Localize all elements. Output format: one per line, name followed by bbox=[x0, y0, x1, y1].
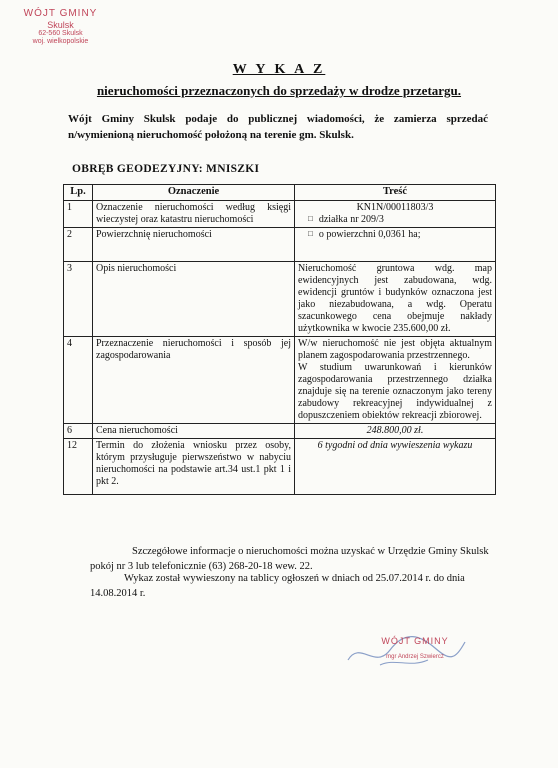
row-lp: 12 bbox=[64, 438, 93, 494]
signature-title: WÓJT GMINY bbox=[381, 636, 449, 646]
stamp-line-3: 62-560 Skulsk bbox=[38, 29, 83, 37]
row-oznaczenie: Opis nieruchomości bbox=[93, 261, 295, 336]
document-title: W Y K A Z bbox=[232, 62, 326, 77]
row-oznaczenie: Cena nieruchomości bbox=[93, 423, 295, 438]
row-lp: 3 bbox=[64, 261, 93, 336]
table-row bbox=[64, 336, 496, 423]
deadline-value: 6 tygodni od dnia wywieszenia wykazu bbox=[295, 438, 496, 494]
row-oznaczenie: Przeznaczenie nieruchomości i sposób jej zagospodarowania bbox=[93, 336, 295, 423]
property-table bbox=[63, 184, 496, 495]
signature-stamp bbox=[360, 636, 470, 660]
row-tresc bbox=[295, 336, 496, 423]
intro-paragraph: Wójt Gminy Skulsk podaje do publicznej wiadomości, że zamierza sprzedać n/wymienioną nieruchomość położoną na terenie gm. Skulsk. bbox=[68, 113, 488, 141]
header-lp: Lp. bbox=[64, 185, 93, 201]
checkbox-bullet-icon bbox=[308, 214, 319, 225]
table-header-row bbox=[64, 185, 496, 201]
plan-status-text: W/w nieruchomość nie jest objęta aktualnym planem zagospodarowania przestrzennego. bbox=[298, 337, 492, 361]
row-oznaczenie: Powierzchnię nieruchomości bbox=[93, 227, 295, 261]
checkbox-bullet-icon bbox=[308, 229, 319, 240]
row-tresc: Nieruchomość gruntowa wdg. map ewidencyjnych jest zabudowana, wdg. ewidencji gruntów i budynków oznaczona jest jako niezabudowana, a wdg. Operatu szacunkowego cena obejmuje nakłady użytkownika w kwocie 235.600,00 zł. bbox=[295, 261, 496, 336]
header-tresc: Treść bbox=[295, 185, 496, 201]
table-row bbox=[64, 438, 496, 494]
table-row bbox=[64, 227, 496, 261]
row-oznaczenie: Termin do złożenia wniosku przez osoby, którym przysługuje pierwszeństwo w nabyciu nieruchomości na podstawie art.34 ust.1 pkt 1 i pkt 2. bbox=[93, 438, 295, 494]
parcel-number bbox=[298, 214, 492, 226]
info-paragraph: Szczegółowe informacje o nieruchomości można uzyskać w Urzędzie Gminy Skulsk pokój nr 3 lub telefonicznie (63) 268-20-18 wew. 22. bbox=[90, 546, 489, 573]
parcel-number-text: działka nr 209/3 bbox=[318, 213, 384, 225]
stamp-line-4: woj. wielkopolskie bbox=[32, 37, 89, 45]
stamp-line-1: WÓJT GMINY bbox=[23, 8, 98, 19]
row-tresc bbox=[295, 200, 496, 227]
stamp-line-2: Skulsk bbox=[47, 19, 74, 30]
document-subtitle: nieruchomości przeznaczonych do sprzedaży w drodze przetargu. bbox=[96, 83, 462, 98]
area-text: o powierzchni 0,0361 ha; bbox=[318, 228, 421, 240]
signature-name: mgr Andrzej Szwiercz bbox=[386, 654, 444, 660]
geodetic-district: OBRĘB GEODEZYJNY: MNISZKI bbox=[72, 163, 260, 175]
header-oznaczenie: Oznaczenie bbox=[93, 185, 295, 201]
price-value: 248.800,00 zł. bbox=[295, 423, 496, 438]
land-register-number: KN1N/00011803/3 bbox=[356, 201, 434, 213]
posting-dates-paragraph: Wykaz został wywieszony na tablicy ogłoszeń w dniach od 25.07.2014 r. do dnia 14.08.2014 r. bbox=[90, 573, 465, 600]
table-row bbox=[64, 261, 496, 336]
row-lp: 6 bbox=[64, 423, 93, 438]
study-text: W studium uwarunkowań i kierunków zagospodarowania przestrzennego działka znajduje się na terenie oznaczonym jako tereny zabudowy rekreacyjnej indywidualnej z dopuszczeniem obiektów rekreacji zbiorowej. bbox=[298, 361, 492, 421]
table-row bbox=[64, 423, 496, 438]
row-oznaczenie: Oznaczenie nieruchomości według księgi wieczystej oraz katastru nieruchomości bbox=[93, 200, 295, 227]
row-lp: 4 bbox=[64, 336, 93, 423]
table-row bbox=[64, 200, 496, 227]
row-tresc bbox=[295, 227, 496, 261]
official-stamp bbox=[8, 8, 113, 46]
row-lp: 2 bbox=[64, 227, 93, 261]
row-lp: 1 bbox=[64, 200, 93, 227]
